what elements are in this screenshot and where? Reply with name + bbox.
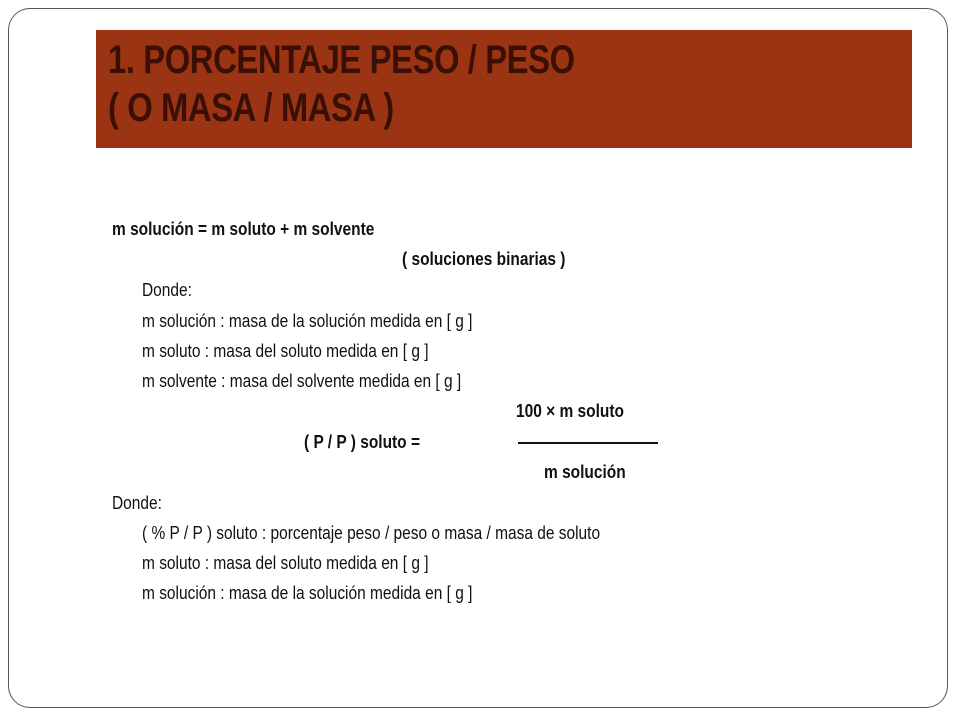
definition-item: m soluto : masa del soluto medida en [ g ] [142,553,429,573]
definition-item: m solvente : masa del solvente medida en [ g ] [142,371,462,391]
donde-heading-2: Donde: [112,493,162,513]
definition-item: ( % P / P ) soluto : porcentaje peso / peso o masa / masa de soluto [142,523,601,543]
title-line-1: 1. PORCENTAJE PESO / PESO [108,38,575,82]
definition-item: m solución : masa de la solución medida en [ g ] [142,311,473,331]
formula-numerator: 100 × m soluto [516,401,624,421]
title-banner [96,30,912,148]
title-line-2: ( O MASA / MASA ) [108,86,394,130]
definition-item: m soluto : masa del soluto medida en [ g ] [142,341,429,361]
binary-solutions-note: ( soluciones binarias ) [402,249,566,269]
mass-equation: m solución = m soluto + m solvente [112,219,375,239]
formula-lhs: ( P / P ) soluto = [304,432,420,452]
fraction-bar [518,442,658,444]
donde-heading-1: Donde: [142,280,192,300]
definition-item: m solución : masa de la solución medida en [ g ] [142,583,473,603]
formula-denominator: m solución [544,462,626,482]
